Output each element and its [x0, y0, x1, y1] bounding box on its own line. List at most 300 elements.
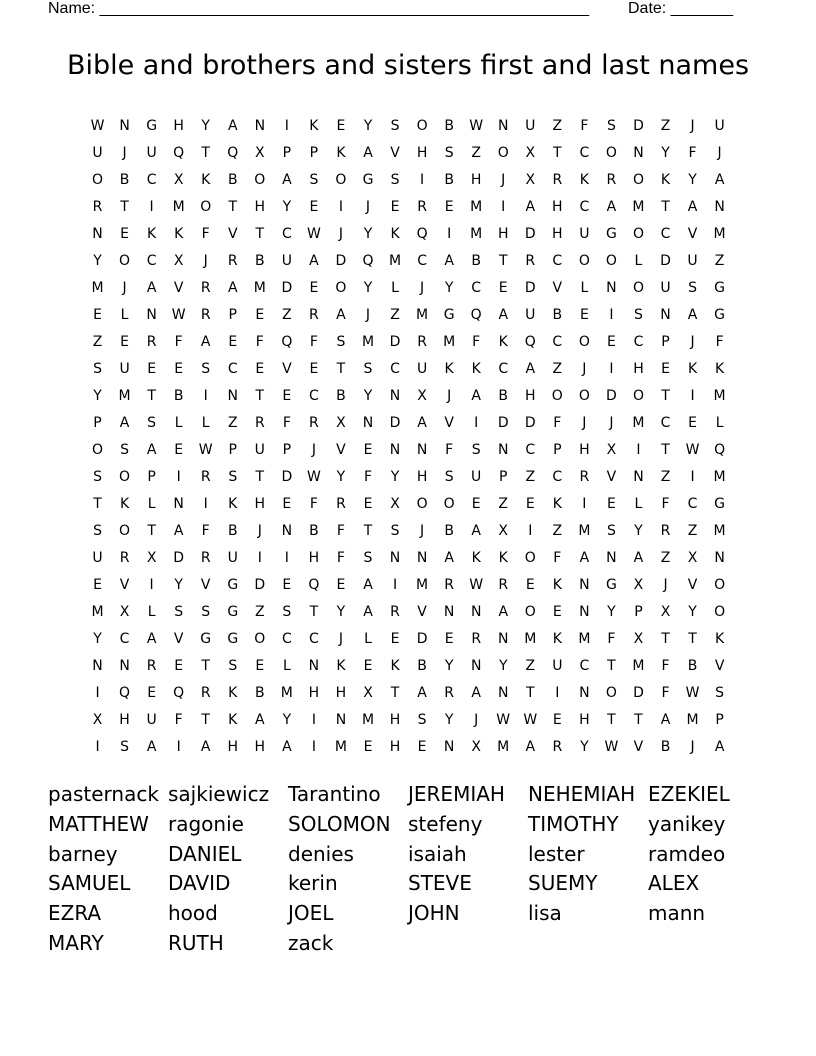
- grid-letter: A: [525, 199, 536, 215]
- grid-letter: J: [663, 577, 668, 593]
- grid-letter: Y: [363, 280, 373, 296]
- grid-letter: J: [338, 631, 344, 647]
- grid-letter: L: [174, 415, 183, 431]
- grid-letter: F: [201, 226, 210, 242]
- grid-letter: T: [201, 145, 210, 161]
- grid-letter: A: [309, 253, 319, 269]
- grid-letter: I: [609, 361, 614, 377]
- grid-letter: U: [92, 145, 103, 161]
- grid-letter: Y: [390, 469, 400, 485]
- grid-letter: M: [713, 226, 726, 242]
- word-list-item: Tarantino: [288, 782, 381, 806]
- grid-letter: U: [660, 280, 671, 296]
- grid-row: [84, 545, 744, 572]
- grid-letter: Z: [471, 145, 481, 161]
- grid-letter: U: [146, 712, 157, 728]
- date-field[interactable]: Date: _______: [628, 0, 733, 17]
- grid-letter: S: [201, 361, 211, 377]
- grid-letter: K: [147, 226, 157, 242]
- grid-row: [84, 194, 744, 221]
- grid-letter: K: [552, 631, 562, 647]
- grid-letter: T: [607, 658, 616, 674]
- grid-letter: S: [228, 469, 238, 485]
- grid-letter: E: [147, 685, 157, 701]
- grid-letter: V: [633, 739, 644, 755]
- grid-letter: T: [255, 388, 265, 404]
- grid-letter: B: [119, 172, 130, 188]
- grid-letter: Y: [93, 253, 102, 269]
- grid-letter: A: [525, 361, 536, 377]
- grid-letter: S: [309, 172, 319, 188]
- grid-letter: C: [417, 253, 427, 269]
- grid-letter: X: [173, 253, 184, 269]
- grid-letter: J: [420, 523, 425, 539]
- grid-letter: N: [254, 118, 266, 134]
- grid-letter: W: [90, 118, 105, 134]
- grid-letter: H: [497, 226, 509, 242]
- header-line: [48, 0, 748, 20]
- grid-letter: N: [497, 631, 509, 647]
- grid-letter: N: [146, 307, 157, 323]
- word-list-item: yanikey: [648, 811, 726, 836]
- grid-letter: Y: [580, 739, 589, 755]
- letter-grid: [84, 113, 744, 761]
- grid-letter: N: [470, 658, 482, 674]
- grid-letter: X: [417, 388, 427, 404]
- grid-letter: I: [176, 739, 181, 755]
- grid-letter: N: [443, 604, 455, 620]
- grid-letter: T: [390, 685, 400, 701]
- grid-letter: O: [497, 145, 509, 161]
- grid-letter: E: [606, 496, 616, 512]
- grid-letter: E: [444, 199, 454, 215]
- word-list-item: SOLOMON: [288, 811, 391, 836]
- grid-letter: C: [227, 361, 238, 377]
- grid-letter: M: [632, 199, 645, 215]
- grid-letter: H: [389, 712, 401, 728]
- grid-letter: S: [417, 712, 427, 728]
- grid-letter: L: [634, 496, 643, 512]
- grid-letter: N: [579, 685, 590, 701]
- grid-letter: M: [334, 739, 347, 755]
- grid-letter: U: [525, 307, 536, 323]
- grid-letter: X: [363, 685, 373, 701]
- grid-letter: H: [254, 739, 266, 755]
- grid-letter: I: [392, 577, 398, 593]
- grid-letter: E: [120, 334, 129, 350]
- grid-letter: X: [146, 550, 157, 566]
- grid-letter: O: [254, 631, 266, 647]
- grid-letter: E: [309, 361, 319, 377]
- grid-letter: U: [471, 469, 482, 485]
- grid-letter: H: [416, 469, 428, 485]
- grid-letter: J: [447, 388, 452, 404]
- grid-letter: E: [255, 307, 265, 323]
- grid-letter: J: [311, 442, 316, 458]
- grid-letter: V: [687, 577, 698, 593]
- grid-letter: O: [119, 523, 131, 539]
- grid-letter: V: [552, 280, 563, 296]
- grid-letter: A: [200, 334, 211, 350]
- grid-letter: G: [714, 307, 726, 323]
- grid-letter: X: [471, 739, 481, 755]
- grid-letter: M: [497, 739, 510, 755]
- grid-letter: E: [336, 577, 346, 593]
- grid-letter: C: [579, 199, 590, 215]
- grid-letter: A: [363, 604, 373, 620]
- grid-letter: F: [363, 469, 373, 485]
- grid-row: [84, 140, 744, 167]
- grid-letter: S: [606, 523, 616, 539]
- grid-letter: E: [552, 712, 562, 728]
- grid-letter: P: [309, 145, 319, 161]
- grid-letter: X: [255, 145, 265, 161]
- grid-letter: S: [606, 118, 616, 134]
- grid-letter: Z: [282, 307, 292, 323]
- grid-letter: E: [336, 118, 346, 134]
- grid-letter: O: [605, 685, 617, 701]
- grid-letter: O: [416, 496, 428, 512]
- grid-letter: G: [146, 118, 158, 134]
- grid-letter: E: [282, 496, 292, 512]
- grid-letter: P: [282, 442, 292, 458]
- grid-row: [84, 167, 744, 194]
- grid-letter: E: [228, 334, 238, 350]
- grid-letter: Q: [714, 442, 726, 458]
- word-list-item: sajkiewicz: [168, 782, 270, 806]
- grid-letter: J: [690, 739, 695, 755]
- grid-letter: Y: [282, 199, 292, 215]
- grid-letter: B: [255, 685, 265, 701]
- grid-letter: C: [525, 442, 536, 458]
- grid-letter: T: [93, 496, 102, 512]
- grid-letter: G: [227, 604, 239, 620]
- grid-letter: R: [417, 334, 427, 350]
- grid-letter: D: [389, 415, 401, 431]
- grid-letter: J: [420, 280, 425, 296]
- grid-letter: V: [417, 604, 427, 620]
- grid-letter: Z: [660, 118, 671, 134]
- grid-letter: D: [524, 415, 536, 431]
- grid-letter: G: [227, 577, 239, 593]
- grid-letter: S: [120, 442, 130, 458]
- grid-letter: F: [472, 334, 481, 350]
- grid-letter: P: [147, 469, 156, 485]
- grid-letter: I: [95, 739, 100, 755]
- grid-letter: H: [470, 172, 482, 188]
- word-list-item: DANIEL: [168, 841, 242, 866]
- grid-letter: E: [174, 442, 184, 458]
- grid-letter: W: [469, 577, 484, 593]
- grid-letter: M: [632, 415, 645, 431]
- grid-letter: T: [201, 658, 210, 674]
- grid-letter: F: [661, 496, 670, 512]
- grid-letter: U: [119, 361, 130, 377]
- grid-letter: V: [687, 226, 698, 242]
- grid-letter: F: [607, 631, 616, 647]
- grid-letter: S: [390, 523, 400, 539]
- grid-letter: I: [528, 523, 533, 539]
- grid-letter: N: [389, 550, 401, 566]
- grid-letter: Q: [227, 145, 239, 161]
- grid-letter: Y: [444, 658, 454, 674]
- grid-letter: R: [444, 685, 454, 701]
- grid-letter: J: [690, 334, 695, 350]
- grid-letter: G: [714, 496, 726, 512]
- grid-letter: A: [363, 577, 373, 593]
- grid-letter: N: [335, 712, 347, 728]
- grid-letter: H: [254, 199, 266, 215]
- word-list-item: JOEL: [288, 901, 334, 926]
- grid-letter: O: [714, 577, 726, 593]
- grid-letter: E: [363, 496, 373, 512]
- grid-letter: T: [147, 388, 156, 404]
- grid-letter: T: [255, 469, 265, 485]
- grid-letter: M: [416, 307, 429, 323]
- grid-letter: T: [255, 226, 265, 242]
- grid-letter: W: [306, 226, 321, 242]
- word-list-item: EZEKIEL: [648, 782, 730, 806]
- word-list-item: mann: [648, 901, 706, 926]
- grid-row: [84, 356, 744, 383]
- grid-letter: D: [281, 280, 293, 296]
- grid-letter: K: [579, 172, 589, 188]
- grid-letter: K: [228, 712, 238, 728]
- grid-letter: E: [390, 199, 400, 215]
- grid-letter: S: [390, 172, 400, 188]
- grid-letter: N: [443, 739, 455, 755]
- grid-letter: N: [633, 145, 644, 161]
- grid-letter: E: [390, 631, 400, 647]
- grid-letter: M: [713, 469, 726, 485]
- grid-row: [84, 410, 744, 437]
- grid-letter: O: [714, 604, 726, 620]
- grid-letter: I: [474, 415, 479, 431]
- grid-letter: S: [282, 604, 292, 620]
- grid-letter: Y: [363, 118, 373, 134]
- grid-letter: I: [284, 118, 289, 134]
- grid-letter: P: [228, 442, 237, 458]
- grid-letter: R: [660, 523, 671, 539]
- grid-letter: A: [525, 739, 536, 755]
- grid-letter: M: [443, 334, 456, 350]
- grid-row: [84, 518, 744, 545]
- grid-letter: B: [417, 658, 427, 674]
- grid-letter: R: [552, 172, 563, 188]
- grid-letter: E: [498, 280, 508, 296]
- grid-letter: V: [714, 658, 725, 674]
- word-list-item: isaiah: [408, 841, 467, 866]
- grid-letter: Y: [282, 712, 292, 728]
- grid-letter: E: [471, 496, 481, 512]
- grid-letter: C: [281, 226, 292, 242]
- grid-letter: P: [499, 469, 508, 485]
- grid-letter: D: [416, 631, 428, 647]
- grid-letter: F: [309, 496, 318, 512]
- grid-letter: M: [713, 523, 726, 539]
- grid-letter: B: [660, 739, 671, 755]
- grid-letter: Q: [524, 334, 536, 350]
- grid-letter: U: [227, 550, 238, 566]
- grid-letter: R: [92, 199, 103, 215]
- grid-letter: Y: [607, 604, 616, 620]
- grid-letter: J: [365, 199, 371, 215]
- grid-letter: W: [685, 685, 700, 701]
- grid-letter: B: [498, 388, 509, 404]
- grid-letter: J: [203, 253, 208, 269]
- grid-row: [84, 734, 744, 761]
- grid-letter: T: [525, 685, 535, 701]
- grid-letter: E: [525, 577, 535, 593]
- grid-row: [84, 248, 744, 275]
- grid-letter: R: [254, 415, 265, 431]
- grid-letter: T: [661, 631, 670, 647]
- grid-letter: D: [606, 388, 617, 404]
- grid-letter: C: [471, 280, 482, 296]
- grid-letter: M: [470, 226, 483, 242]
- grid-letter: H: [579, 712, 590, 728]
- grid-letter: Z: [525, 469, 536, 485]
- grid-letter: J: [582, 415, 587, 431]
- grid-letter: K: [660, 172, 671, 188]
- grid-letter: T: [688, 631, 697, 647]
- grid-letter: O: [578, 253, 590, 269]
- grid-letter: C: [660, 226, 671, 242]
- grid-row: [84, 221, 744, 248]
- grid-letter: I: [176, 469, 181, 485]
- grid-letter: X: [92, 712, 103, 728]
- grid-letter: P: [282, 145, 292, 161]
- grid-letter: R: [200, 469, 211, 485]
- grid-letter: G: [443, 307, 455, 323]
- grid-letter: T: [661, 442, 670, 458]
- grid-letter: Z: [255, 604, 265, 620]
- grid-letter: F: [255, 334, 264, 350]
- grid-letter: A: [471, 523, 481, 539]
- grid-letter: M: [361, 712, 375, 728]
- grid-letter: I: [555, 685, 560, 701]
- grid-letter: C: [633, 334, 644, 350]
- name-field[interactable]: Name: _______________________________________________________: [48, 0, 589, 17]
- grid-letter: X: [498, 523, 509, 539]
- grid-letter: E: [282, 388, 292, 404]
- grid-letter: A: [444, 253, 454, 269]
- grid-letter: L: [634, 253, 643, 269]
- grid-letter: A: [227, 280, 238, 296]
- grid-letter: F: [174, 712, 183, 728]
- grid-letter: M: [253, 280, 266, 296]
- grid-row: [84, 680, 744, 707]
- grid-letter: R: [119, 550, 130, 566]
- grid-letter: T: [661, 388, 670, 404]
- grid-letter: W: [523, 712, 538, 728]
- grid-letter: K: [228, 496, 238, 512]
- grid-letter: S: [93, 469, 102, 485]
- grid-letter: A: [687, 307, 698, 323]
- grid-letter: A: [471, 388, 481, 404]
- grid-letter: I: [95, 685, 100, 701]
- grid-letter: K: [715, 631, 725, 647]
- grid-letter: J: [365, 307, 371, 323]
- grid-letter: H: [579, 442, 590, 458]
- grid-letter: O: [92, 172, 104, 188]
- grid-letter: N: [714, 550, 725, 566]
- grid-letter: B: [227, 523, 238, 539]
- grid-letter: L: [391, 280, 399, 296]
- grid-letter: T: [147, 523, 156, 539]
- grid-letter: B: [687, 658, 698, 674]
- grid-letter: I: [447, 226, 452, 242]
- grid-letter: R: [525, 253, 536, 269]
- grid-letter: D: [254, 577, 266, 593]
- grid-letter: O: [578, 334, 590, 350]
- grid-letter: M: [578, 631, 591, 647]
- grid-letter: W: [198, 442, 213, 458]
- grid-letter: R: [579, 469, 590, 485]
- grid-letter: A: [146, 739, 157, 755]
- grid-letter: O: [92, 442, 104, 458]
- grid-letter: U: [146, 145, 157, 161]
- grid-letter: N: [92, 226, 103, 242]
- grid-letter: Q: [281, 334, 293, 350]
- grid-letter: V: [173, 280, 184, 296]
- word-list-item: SUEMY: [528, 871, 598, 896]
- grid-letter: F: [553, 550, 562, 566]
- grid-letter: H: [227, 739, 239, 755]
- grid-letter: N: [173, 496, 184, 512]
- grid-letter: S: [390, 118, 400, 134]
- grid-letter: A: [282, 172, 292, 188]
- grid-letter: K: [119, 496, 130, 512]
- grid-letter: J: [501, 172, 506, 188]
- grid-letter: F: [174, 334, 183, 350]
- grid-letter: U: [525, 118, 536, 134]
- grid-letter: Y: [498, 658, 508, 674]
- grid-letter: Z: [525, 658, 536, 674]
- grid-letter: C: [552, 334, 563, 350]
- grid-letter: N: [281, 523, 293, 539]
- grid-letter: N: [579, 577, 590, 593]
- word-list-item: denies: [288, 841, 354, 866]
- grid-letter: E: [147, 361, 157, 377]
- grid-letter: Y: [93, 631, 102, 647]
- grid-letter: I: [149, 577, 154, 593]
- grid-letter: I: [203, 496, 208, 512]
- grid-letter: P: [661, 334, 670, 350]
- grid-letter: N: [633, 469, 644, 485]
- grid-letter: Y: [93, 388, 102, 404]
- grid-letter: J: [338, 226, 344, 242]
- grid-letter: C: [146, 172, 157, 188]
- grid-letter: K: [444, 361, 454, 377]
- grid-letter: F: [661, 685, 670, 701]
- grid-letter: I: [311, 712, 316, 728]
- grid-letter: U: [416, 361, 428, 377]
- page-title: Bible and brothers and sisters first and last names: [66, 50, 750, 81]
- grid-letter: R: [606, 172, 617, 188]
- grid-letter: A: [227, 118, 238, 134]
- grid-letter: D: [524, 226, 536, 242]
- grid-letter: Z: [390, 307, 400, 323]
- grid-letter: P: [715, 712, 724, 728]
- grid-letter: W: [171, 307, 186, 323]
- grid-letter: C: [552, 253, 563, 269]
- grid-letter: E: [417, 739, 427, 755]
- grid-letter: I: [582, 496, 587, 512]
- grid-letter: O: [119, 253, 131, 269]
- grid-row: [84, 464, 744, 491]
- grid-letter: A: [146, 631, 157, 647]
